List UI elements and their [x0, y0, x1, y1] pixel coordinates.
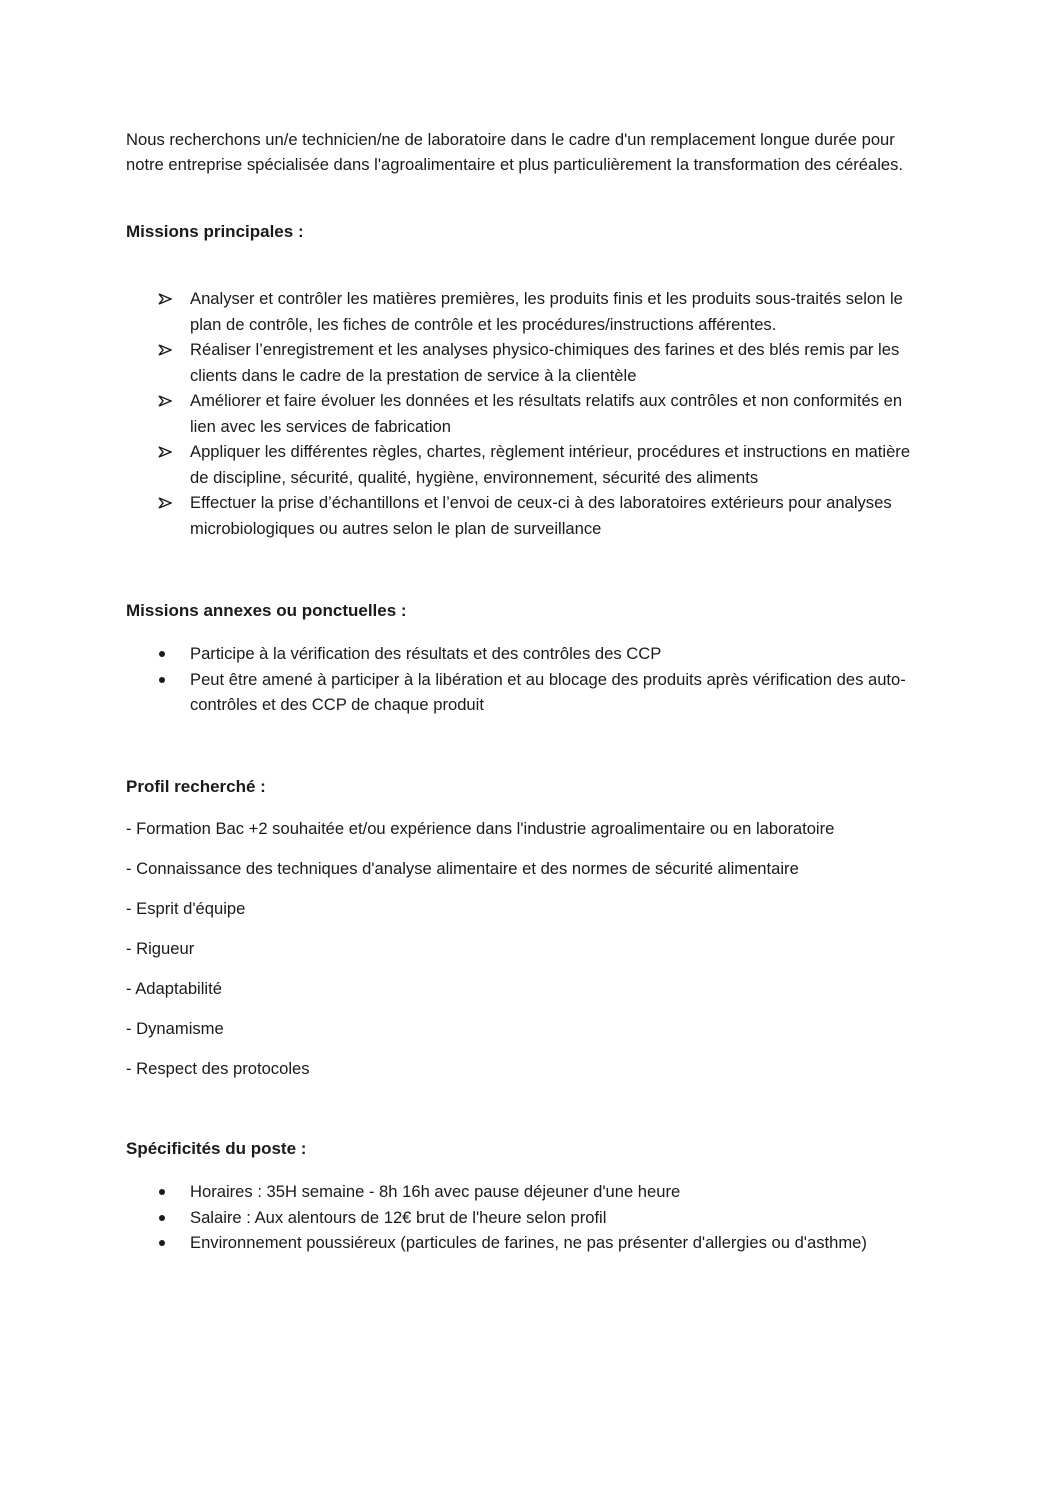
round-bullet-icon: [159, 1189, 165, 1195]
round-bullet-icon: [159, 651, 165, 657]
heading-missions-annexes: Missions annexes ou ponctuelles :: [126, 601, 407, 620]
arrow-bullet-icon: [158, 395, 172, 407]
list-item: [150, 337, 930, 388]
profil-item: - Connaissance des techniques d'analyse alimentaire et des normes de sécurité alimentaire: [126, 859, 799, 878]
profil-item: - Esprit d'équipe: [126, 899, 246, 918]
specificites-list: [150, 1179, 930, 1256]
list-item: [150, 388, 930, 439]
list-item-text: Horaires : 35H semaine - 8h 16h avec pause déjeuner d'une heure: [190, 1182, 681, 1201]
list-item: [150, 1179, 930, 1205]
arrow-bullet-icon: [158, 497, 172, 509]
list-item-text: Participe à la vérification des résultats et des contrôles des CCP: [190, 644, 662, 663]
list-item: [150, 667, 930, 718]
round-bullet-icon: [159, 677, 165, 683]
round-bullet-icon: [159, 1215, 165, 1221]
missions-principales-list: [150, 286, 930, 541]
list-item-text: Améliorer et faire évoluer les données et les résultats relatifs aux contrôles et non conformités en lien avec les services de fabrication: [190, 391, 903, 436]
profil-item: - Formation Bac +2 souhaitée et/ou expérience dans l'industrie agroalimentaire ou en laboratoire: [126, 819, 835, 838]
profil-item: - Dynamisme: [126, 1019, 224, 1038]
profil-item: - Respect des protocoles: [126, 1059, 310, 1078]
list-item-text: Effectuer la prise d’échantillons et l’envoi de ceux-ci à des laboratoires extérieurs pour analyses microbiologiques ou autres selon le plan de surveillance: [190, 493, 892, 538]
list-item-text: Analyser et contrôler les matières premières, les produits finis et les produits sous-traités selon le plan de contrôle, les fiches de contrôle et les procédures/instructions afférentes.: [190, 289, 903, 334]
list-item-text: Peut être amené à participer à la libération et au blocage des produits après vérification des auto-contrôles et des CCP de chaque produit: [190, 669, 906, 714]
arrow-bullet-icon: [158, 446, 172, 458]
list-item: [150, 1230, 930, 1256]
list-item-text: Réaliser l’enregistrement et les analyses physico-chimiques des farines et des blés remis par les clients dans le cadre de la prestation de service à la clientèle: [190, 340, 900, 385]
list-item-text: Environnement poussiéreux (particules de farines, ne pas présenter d'allergies ou d'asthme): [190, 1233, 867, 1252]
arrow-bullet-icon: [158, 344, 172, 356]
heading-specificites: Spécificités du poste :: [126, 1139, 307, 1158]
profil-item: - Rigueur: [126, 939, 195, 958]
list-item: [150, 641, 930, 667]
list-item: [150, 286, 930, 337]
arrow-bullet-icon: [158, 293, 172, 305]
list-item: [150, 439, 930, 490]
missions-annexes-list: [150, 641, 930, 718]
list-item-text: Appliquer les différentes règles, chartes, règlement intérieur, procédures et instructions en matière de discipline, sécurité, qualité, hygiène, environnement, sécurité des aliments: [190, 442, 911, 487]
profil-item: - Adaptabilité: [126, 979, 222, 998]
heading-profil: Profil recherché :: [126, 777, 266, 796]
intro-paragraph: Nous recherchons un/e technicien/ne de laboratoire dans le cadre d'un remplacement longue durée pour notre entreprise spécialisée dans l'agroalimentaire et plus particulièrement la transformation des céréales.: [126, 130, 904, 174]
heading-missions-principales: Missions principales :: [126, 222, 304, 241]
list-item-text: Salaire : Aux alentours de 12€ brut de l'heure selon profil: [190, 1207, 607, 1227]
round-bullet-icon: [159, 1240, 165, 1246]
list-item: [150, 1205, 930, 1231]
list-item: [150, 490, 930, 541]
